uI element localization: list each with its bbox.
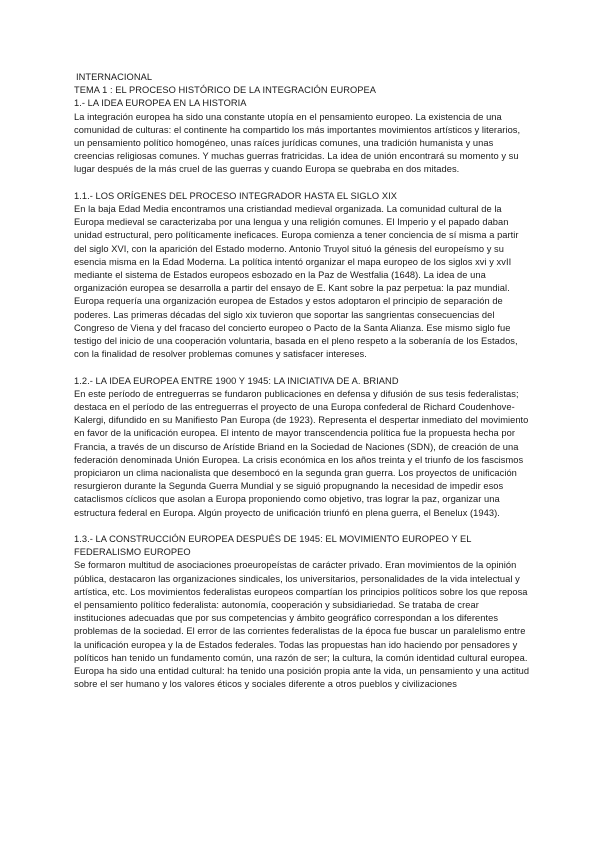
section-body-1-2: En este período de entreguerras se fundaron publicaciones en defensa y difusión de sus tesis federalistas; destaca en el período de las entreguerras el proyecto de una Europa confederal de Richard Coudenhove-Kalergi, difundido en su Manifiesto Pan Europa (de 1923). Representa el despertar inmediato del movimiento en favor de la unificación europea. El intento de mayor transcendencia política fue la propuesta hecha por Francia, a través de un discurso de Arístide Briand en la Sociedad de Naciones (SDN), de creación de una federación denominada Unión Europea. La crisis económica en los años treinta y el triunfo de los fascismos propiciaron un clima nacionalista que desembocó en la segunda gran guerra. Los proyectos de unificación resurgieron durante la Segunda Guerra Mundial y se siguió propugnando la necesidad de impedir esos cataclismos cíclicos que asolan a Europa proponiendo como objetivo, tras lograr la paz, organizar una estructura federal en Europa. Algún proyecto de unificación triunfó en plena guerra, el Benelux (1943). (74, 388, 529, 518)
section-body-1: La integración europea ha sido una constante utopía en el pensamiento europeo. La existencia de una comunidad de culturas: el continente ha compartido los más importantes movimientos artísticos y literarios, un pensamiento político homogéneo, unas raíces jurídicas comunes, una tradición humanista y unas creencias religiosas comunes. Y muchas guerras fratricidas. La idea de unión encontrará su momento y su lugar después de la más cruel de las guerras y cuando Europa se quebraba en dos mitades. (74, 111, 521, 175)
section-heading-1: 1.- LA IDEA EUROPEA EN LA HISTORIA (74, 98, 247, 109)
spacer (74, 361, 532, 374)
topic-title: TEMA 1 : EL PROCESO HISTÓRICO DE LA INTEGRACIÓN EUROPEA (74, 85, 377, 96)
section-body-1-3: Se formaron multitud de asociaciones proeuropeístas de carácter privado. Eran movimientos de la opinión pública, destacaron las organizaciones sindicales, los universitarios, personalidades de la vida intelectual y artística, etc. Los movimientos federalistas europeos compartían los principios políticos sobre los que reposa el pensamiento político federalista: autonomía, cooperación y subsidiariedad. Se trataba de crear instituciones adecuadas que por sus competencias y ámbito geográfico correspondan a los diferentes problemas de la sociedad. El error de las corrientes federalistas de la época fue buscar un paralelismo entre la unificación europea y la de Estados federales. Todas las propuestas han ido haciendo por pensadores y políticos han tenido un fundamento común, una razón de ser; la cultura, la común identidad cultural europea. Europa ha sido una entidad cultural: ha tenido una posición propia ante la vida, un pensamiento y una actitud sobre el ser humano y los valores éticos y sociales diferente a otros pueblos y civilizaciones (74, 560, 530, 690)
spacer (74, 177, 532, 190)
section-heading-1-2: 1.2.- LA IDEA EUROPEA ENTRE 1900 Y 1945: LA INICIATIVA DE A. BRIAND (74, 375, 399, 386)
spacer (74, 520, 532, 533)
document-page (74, 71, 532, 692)
course-title: INTERNACIONAL (76, 72, 153, 82)
section-body-1-1: En la baja Edad Media encontramos una cristiandad medieval organizada. La comunidad cultural de la Europa medieval se caracterizaba por una lengua y una religión comunes. El Imperio y el papado daban unidad estructural, pero políticamente ineficaces. Europa comienza a tener conciencia de sí misma a partir del siglo XVI, con la aparición del Estado moderno. Antonio Truyol situó la génesis del europeísmo y su esencia misma en la Edad Moderna. La política intentó organizar el mapa europeo de los siglos xvi y xvII mediante el sistema de Estados europeos esbozado en la Paz de Westfalia (1648). La idea de una organización europea se desarrolla a partir del ensayo de E. Kant sobre la paz perpetua: la paz mundial. Europa requería una organización europea de Estados y estos adoptaron el principio de separación de poderes. Las primeras décadas del siglo xix tuvieron que soportar las sangrientas consecuencias del Congreso de Viena y del fracaso del concierto europeo o Pacto de la Santa Alianza. Ese mismo siglo fue testigo del inicio de una cooperación voluntaria, basada en el pleno respeto a la soberanía de los Estados, con la finalidad de resolver problemas comunes y satisfacer intereses. (74, 204, 519, 360)
section-heading-1-3: 1.3.- LA CONSTRUCCIÓN EUROPEA DESPUÉS DE 1945: EL MOVIMIENTO EUROPEO Y EL FEDERALISMO EUROPEO (74, 534, 472, 558)
section-heading-1-1: 1.1.- LOS ORÍGENES DEL PROCESO INTEGRADOR HASTA EL SIGLO XIX (74, 190, 397, 201)
